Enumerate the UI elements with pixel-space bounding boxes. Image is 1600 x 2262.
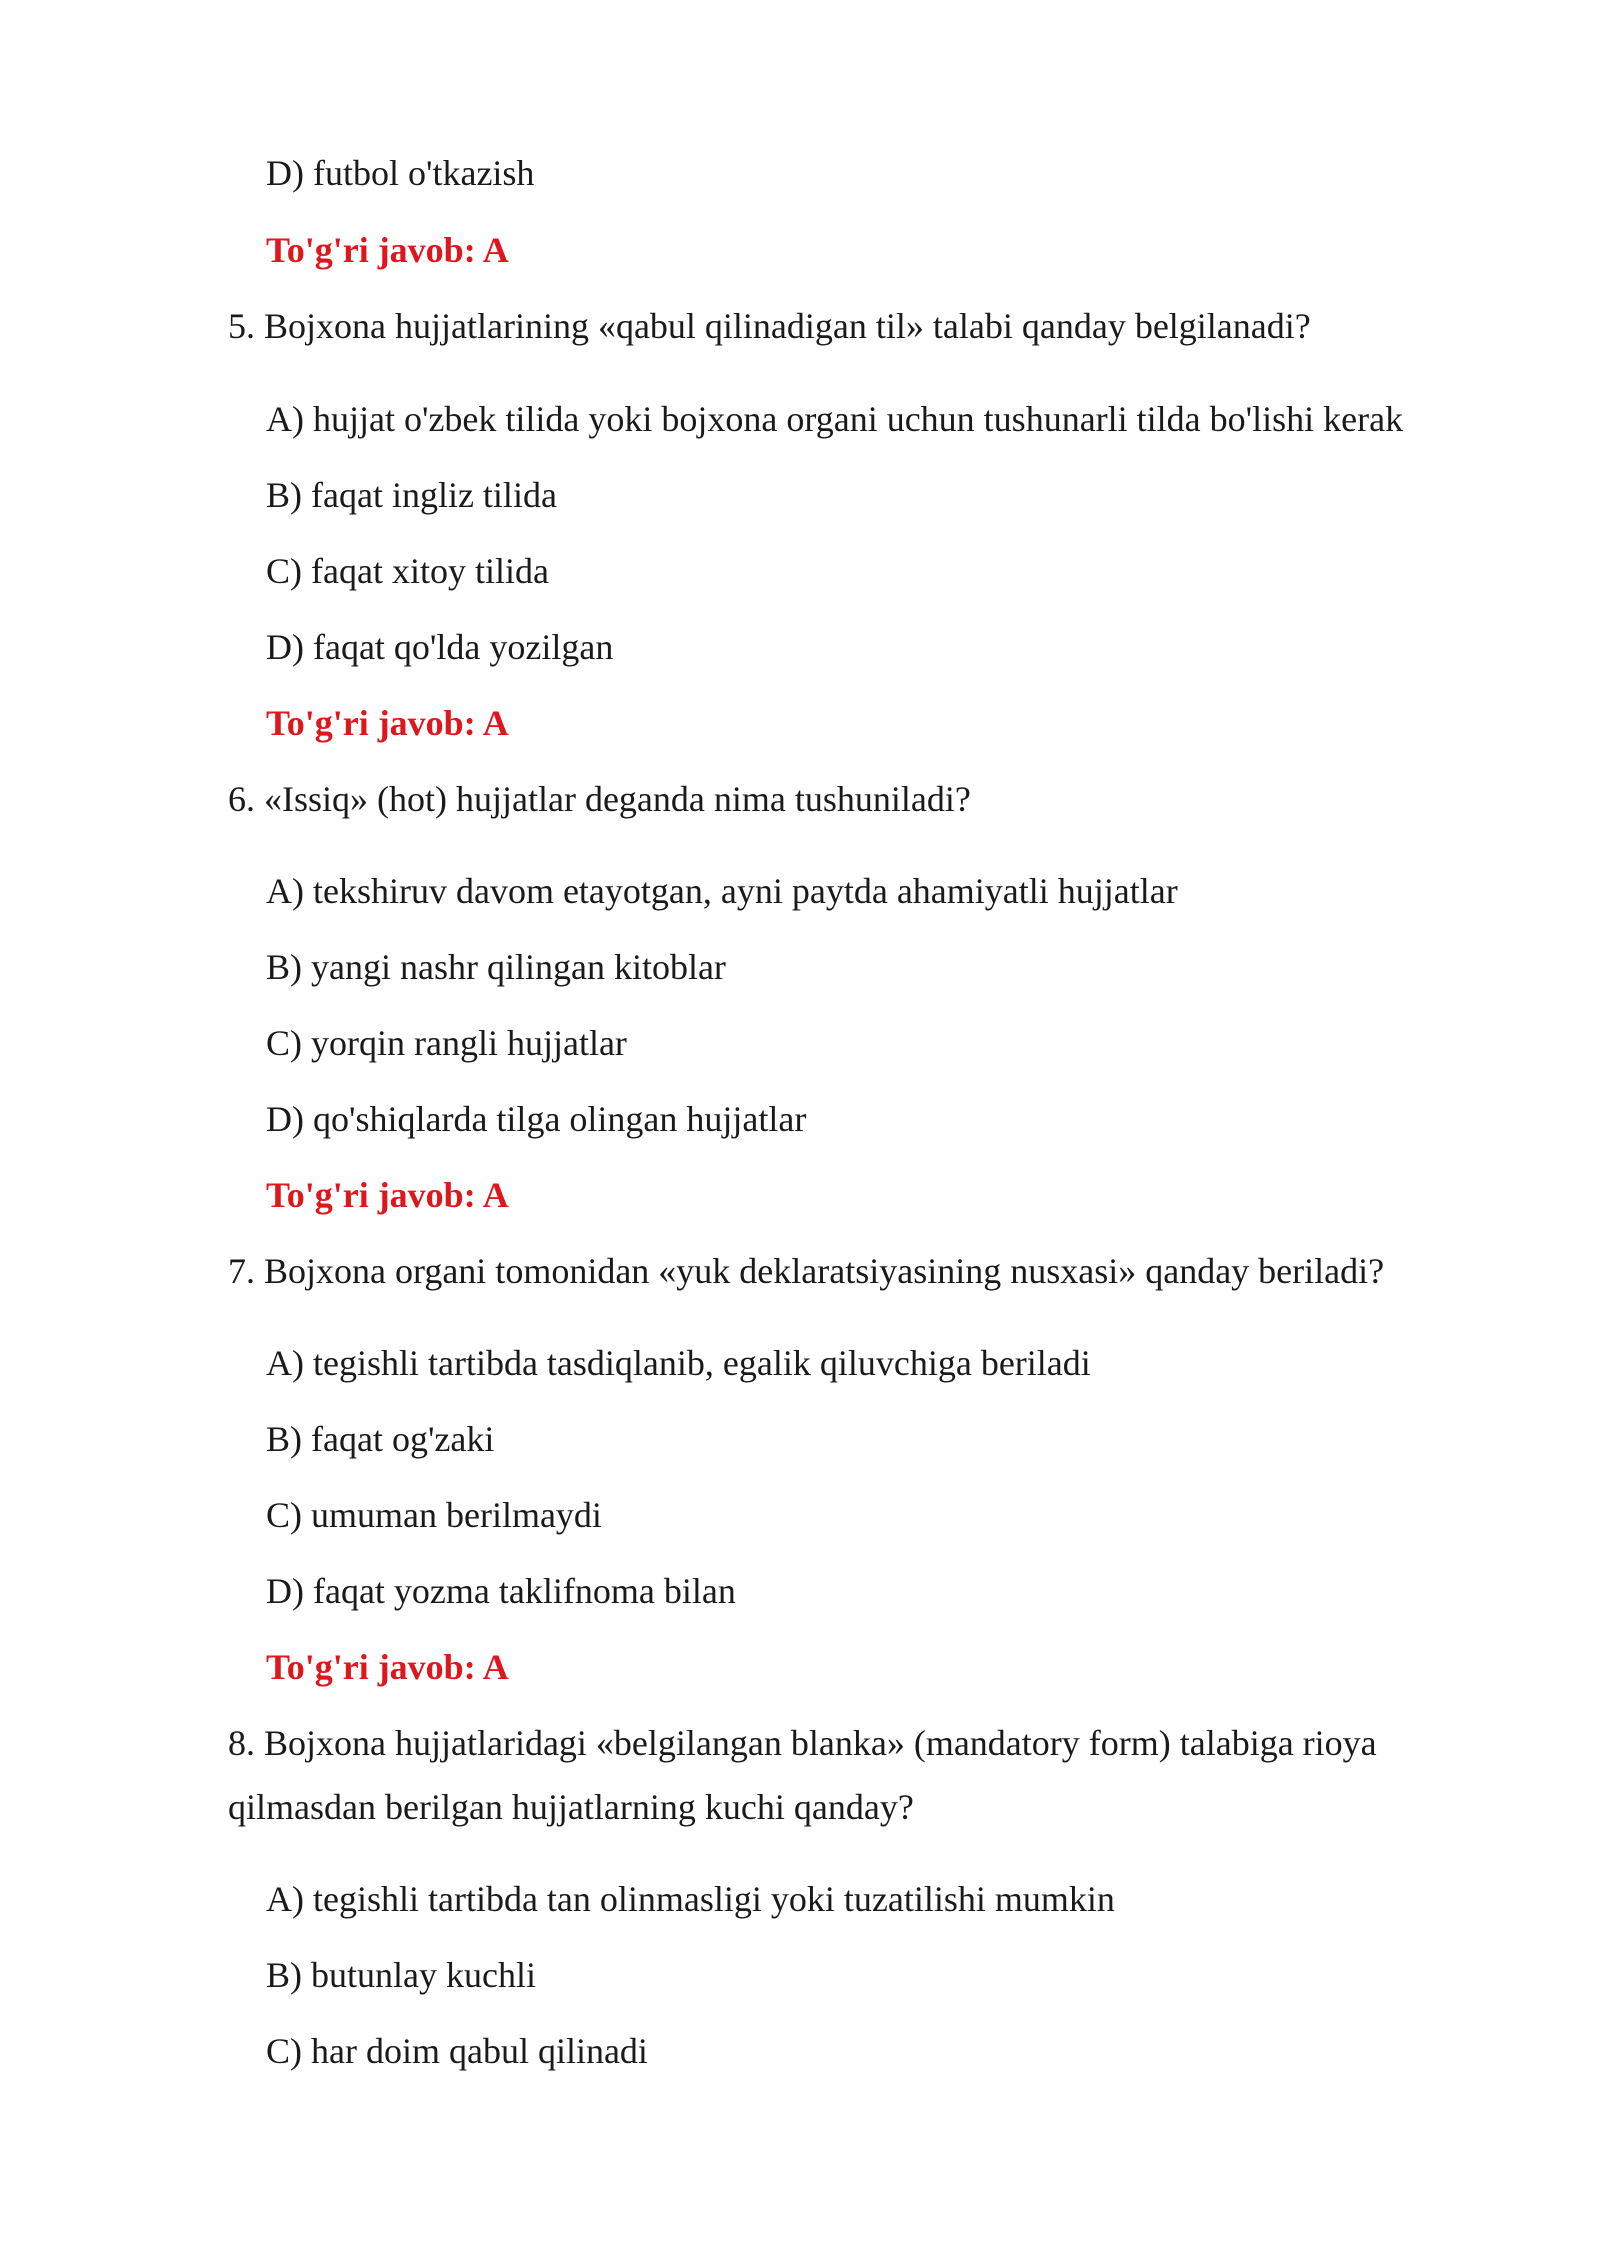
prev-option-d: D) futbol o'tkazish bbox=[266, 153, 535, 193]
q7-option-d: D) faqat yozma taklifnoma bilan bbox=[266, 1571, 736, 1611]
q6-option-b: B) yangi nashr qilingan kitoblar bbox=[266, 947, 726, 987]
q7-correct-answer: To'g'ri javob: A bbox=[266, 1647, 509, 1687]
q7-option-c: C) umuman berilmaydi bbox=[266, 1495, 602, 1535]
question-6: 6. «Issiq» (hot) hujjatlar deganda nima tushuniladi? bbox=[228, 779, 971, 819]
q5-option-a: A) hujjat o'zbek tilida yoki bojxona organi uchun tushunarli tilda bo'lishi kerak bbox=[266, 399, 1404, 439]
q5-correct-answer: To'g'ri javob: A bbox=[266, 703, 509, 743]
question-8-line-1: 8. Bojxona hujjatlaridagi «belgilangan blanka» (mandatory form) talabiga rioya bbox=[228, 1723, 1377, 1763]
q5-option-b: B) faqat ingliz tilida bbox=[266, 475, 557, 515]
question-5: 5. Bojxona hujjatlarining «qabul qilinadigan til» talabi qanday belgilanadi? bbox=[228, 306, 1311, 346]
q6-option-d: D) qo'shiqlarda tilga olingan hujjatlar bbox=[266, 1099, 807, 1139]
q7-option-a: A) tegishli tartibda tasdiqlanib, egalik qiluvchiga beriladi bbox=[266, 1343, 1091, 1383]
q8-option-a: A) tegishli tartibda tan olinmasligi yoki tuzatilishi mumkin bbox=[266, 1879, 1115, 1919]
q6-correct-answer: To'g'ri javob: A bbox=[266, 1175, 509, 1215]
q5-option-c: C) faqat xitoy tilida bbox=[266, 551, 549, 591]
q5-option-d: D) faqat qo'lda yozilgan bbox=[266, 627, 614, 667]
prev-correct-answer: To'g'ri javob: A bbox=[266, 230, 509, 270]
q7-option-b: B) faqat og'zaki bbox=[266, 1419, 495, 1459]
q6-option-c: C) yorqin rangli hujjatlar bbox=[266, 1023, 627, 1063]
question-8-line-2: qilmasdan berilgan hujjatlarning kuchi qanday? bbox=[228, 1787, 914, 1827]
q8-option-c: C) har doim qabul qilinadi bbox=[266, 2031, 648, 2071]
q6-option-a: A) tekshiruv davom etayotgan, ayni paytda ahamiyatli hujjatlar bbox=[266, 871, 1178, 911]
q8-option-b: B) butunlay kuchli bbox=[266, 1955, 536, 1995]
question-7: 7. Bojxona organi tomonidan «yuk deklaratsiyasining nusxasi» qanday beriladi? bbox=[228, 1251, 1385, 1291]
